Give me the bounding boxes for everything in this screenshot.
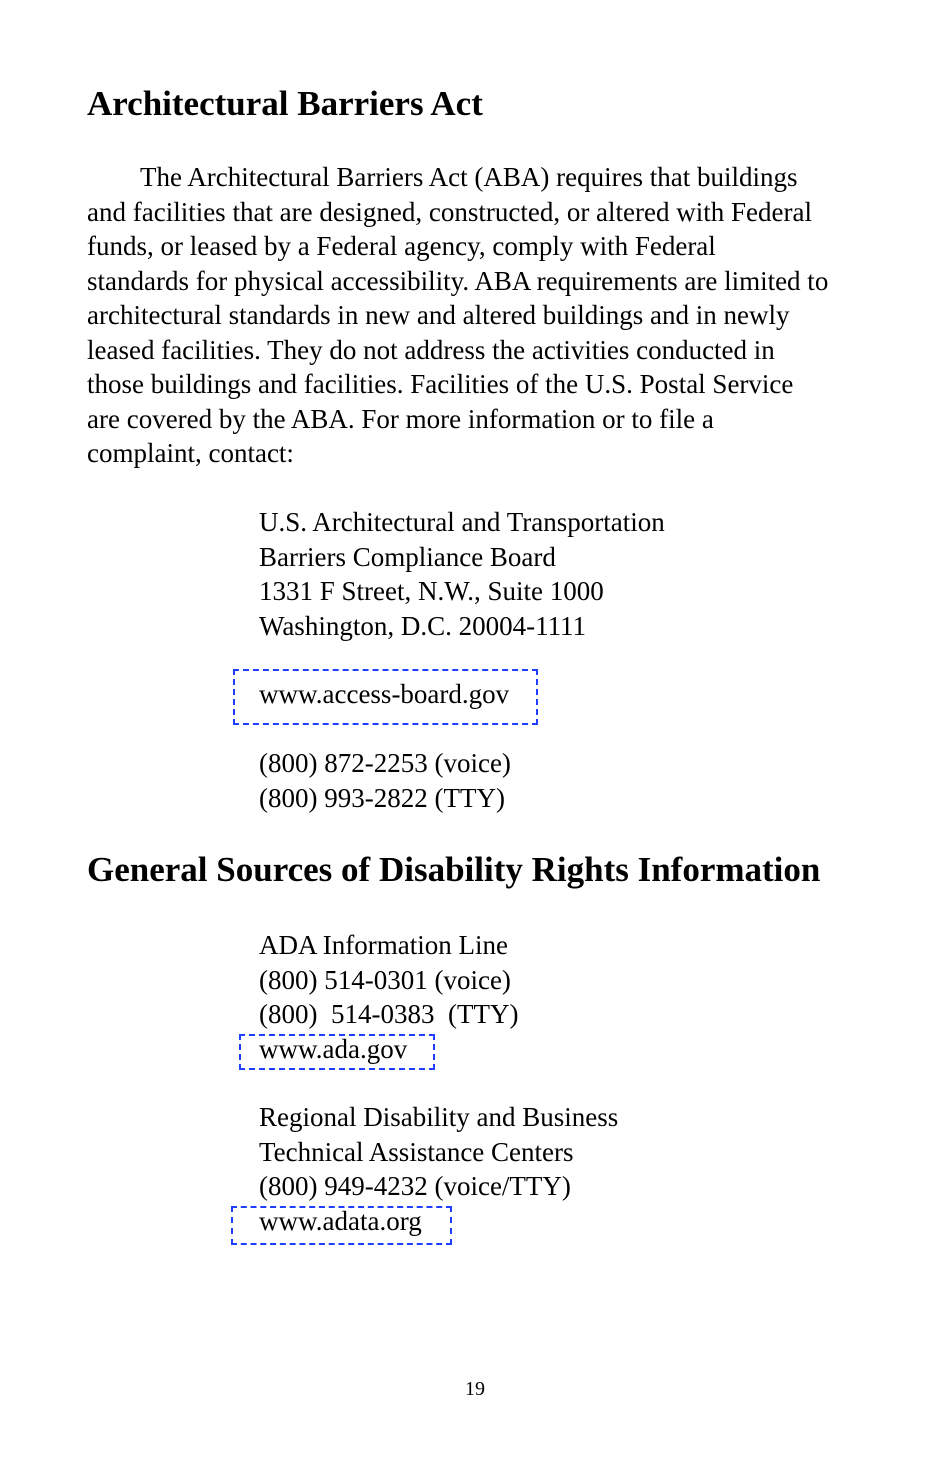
page-number: 19 [465, 1378, 485, 1400]
address-line: Barriers Compliance Board [259, 541, 556, 572]
paragraph-line: and facilities that are designed, constructed, or altered with Federal [87, 196, 812, 227]
paragraph-line: complaint, contact: [87, 438, 294, 468]
paragraph-line: leased facilities. They do not address the activities conducted in [87, 334, 775, 365]
access-board-address [259, 505, 665, 643]
contact-line: Regional Disability and Business [259, 1102, 619, 1132]
address-line: U.S. Architectural and Transportation [259, 507, 665, 537]
adata-link[interactable]: www.adata.org [259, 1206, 422, 1236]
paragraph-line: are covered by the ABA. For more information or to file a [87, 403, 714, 434]
phone-tty: (800) 993-2822 (TTY) [259, 782, 505, 813]
paragraph-line: funds, or leased by a Federal agency, comply with Federal [87, 231, 716, 261]
contact-line: (800) 949-4232 (voice/TTY) [259, 1171, 571, 1201]
phone-voice: (800) 872-2253 (voice) [259, 748, 511, 778]
contact-line: Technical Assistance Centers [259, 1136, 574, 1167]
aba-paragraph [87, 160, 877, 471]
paragraph-line: The Architectural Barriers Act (ABA) requires that buildings [140, 162, 798, 192]
section-heading-general-sources: General Sources of Disability Rights Information [87, 850, 821, 889]
section-heading-aba: Architectural Barriers Act [87, 84, 483, 123]
access-board-link[interactable]: www.access-board.gov [259, 679, 510, 709]
address-line: Washington, D.C. 20004-1111 [259, 610, 587, 641]
paragraph-line: those buildings and facilities. Facilities of the U.S. Postal Service [87, 369, 794, 399]
ada-link[interactable]: www.ada.gov [259, 1034, 408, 1064]
contact-line: (800) 514-0301 (voice) [259, 964, 511, 995]
ada-information-line [259, 928, 518, 1032]
regional-centers-contact [259, 1100, 618, 1204]
contact-line: ADA Information Line [259, 930, 508, 960]
paragraph-line: standards for physical accessibility. ABA requirements are limited to [87, 265, 829, 296]
paragraph-line: architectural standards in new and altered buildings and in newly [87, 300, 790, 330]
address-line: 1331 F Street, N.W., Suite 1000 [259, 576, 604, 606]
contact-line: (800) 514-0383 (TTY) [259, 999, 519, 1029]
access-board-phones [259, 746, 511, 815]
